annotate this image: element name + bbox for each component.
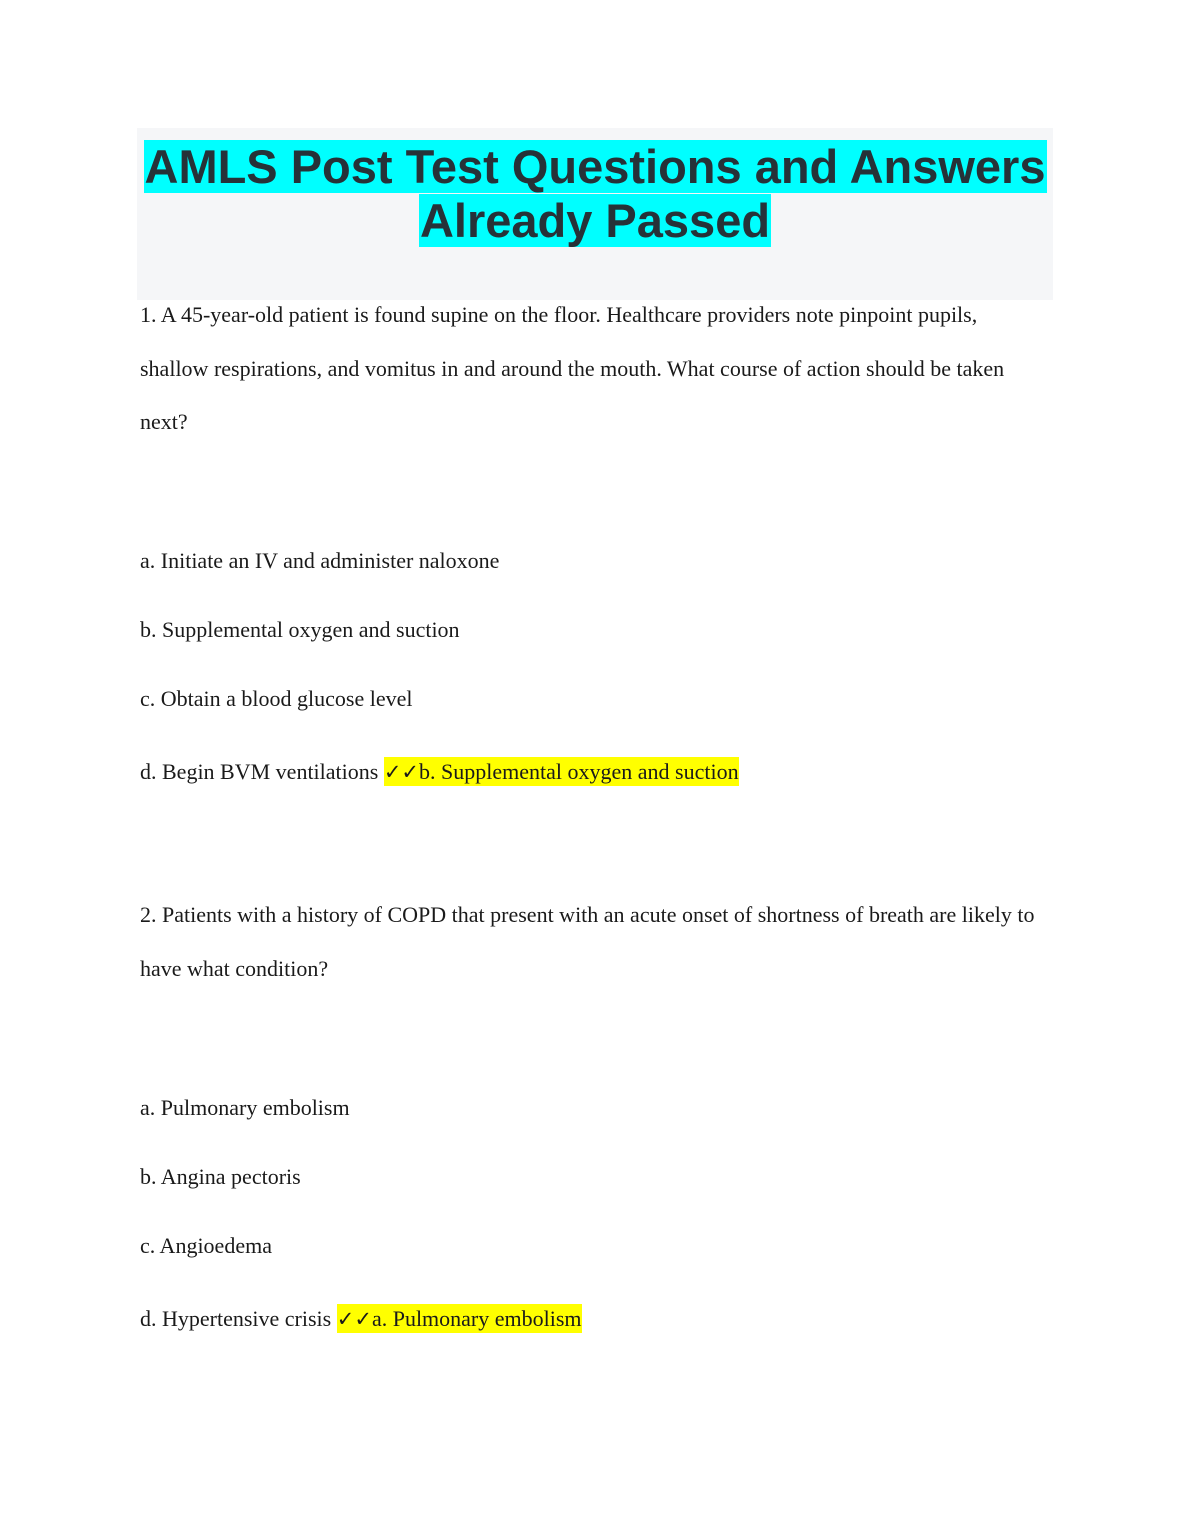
- question-2-answer: [337, 1304, 582, 1333]
- question-1-prompt: 1. A 45-year-old patient is found supine on the floor. Healthcare providers note pinpoint pupils, shallow respirations, and vomitus in and around the mouth. What course of action should be taken next?: [140, 302, 1005, 434]
- question-1-option-d: d. Begin BVM ventilations: [140, 759, 379, 784]
- question-1-answer-text: b. Supplemental oxygen and suction: [419, 759, 739, 784]
- double-check-icon: ✓✓: [336, 1307, 372, 1331]
- question-1-option-b: b. Supplemental oxygen and suction: [140, 617, 460, 642]
- question-1-option-c: c. Obtain a blood glucose level: [140, 686, 413, 711]
- question-1-answer: [384, 757, 739, 786]
- question-2-option-b: b. Angina pectoris: [140, 1164, 301, 1189]
- page-title-line-2: [137, 194, 1053, 248]
- question-1-option-a: a. Initiate an IV and administer naloxone: [140, 548, 500, 573]
- page-title-line-1: [137, 140, 1053, 194]
- page-title-text-1: AMLS Post Test Questions and Answers: [144, 140, 1046, 193]
- question-2-answer-text: a. Pulmonary embolism: [371, 1306, 582, 1331]
- question-1-option-d-line: [140, 757, 739, 787]
- title-block: [137, 128, 1053, 300]
- question-2-option-d-line: [140, 1304, 582, 1334]
- question-2-option-d: d. Hypertensive crisis: [140, 1306, 332, 1331]
- question-2-prompt: 2. Patients with a history of COPD that present with an acute onset of shortness of breath are likely to have what condition?: [140, 902, 1035, 981]
- question-2-option-c: c. Angioedema: [140, 1233, 272, 1258]
- page-title-text-2: Already Passed: [419, 194, 771, 247]
- question-2-option-a: a. Pulmonary embolism: [140, 1095, 350, 1120]
- double-check-icon: ✓✓: [383, 760, 420, 784]
